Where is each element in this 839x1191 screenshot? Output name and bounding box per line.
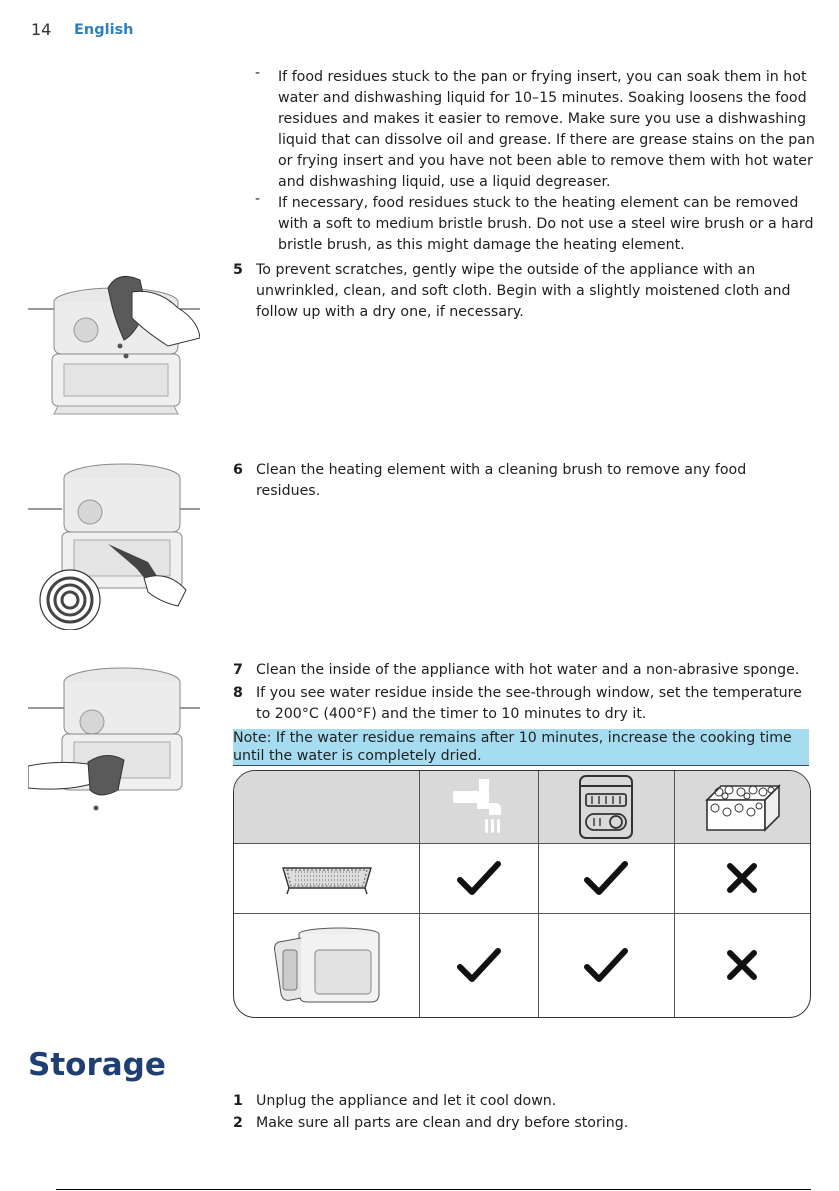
tap-water-icon — [419, 771, 538, 843]
check-icon — [419, 843, 538, 913]
step-number: 6 — [233, 462, 243, 478]
step-8 — [233, 683, 813, 725]
cross-icon — [674, 913, 810, 1017]
step-number: 1 — [233, 1093, 243, 1109]
step-text: If you see water residue inside the see-through window, set the temperature to 200°C (400°F) and the timer to 10 minutes to dry it. — [256, 685, 802, 722]
step-text: Clean the inside of the appliance with hot water and a non-abrasive sponge. — [256, 662, 800, 678]
note-text: Note: If the water residue remains after 10 minutes, increase the cooking time until the water is completely dried. — [233, 730, 792, 764]
frying-insert-icon — [234, 843, 419, 913]
sponge-inside-illustration — [28, 660, 200, 820]
abrasive-sponge-icon — [674, 771, 810, 843]
footer-rule — [56, 1189, 811, 1190]
storage-step-1 — [233, 1091, 813, 1112]
note-underline — [233, 765, 809, 766]
pan-icon — [234, 913, 419, 1017]
list-marker: - — [255, 65, 261, 81]
list-item — [255, 193, 815, 256]
step-5 — [233, 260, 813, 323]
step-number: 2 — [233, 1115, 243, 1131]
language-label: English — [74, 22, 134, 38]
page-number: 14 — [31, 20, 52, 39]
wipe-appliance-illustration — [28, 268, 200, 428]
step-6 — [233, 460, 813, 502]
list-item-text: If food residues stuck to the pan or frying insert, you can soak them in hot water and dishwashing liquid for 10–15 minutes. Soaking loosens the food residues and makes it easier to remove. Make sure you use a dishwashing liquid that can dissolve oil and grease. If there are grease stains on the pan or frying insert and you have not been able to remove them with hot water and dishwashing liquid, use a liquid degreaser. — [278, 69, 815, 190]
dishwasher-icon — [538, 771, 674, 843]
note-box — [233, 729, 809, 765]
brush-heating-element-illustration — [28, 460, 200, 630]
list-item-text: If necessary, food residues stuck to the heating element can be removed with a soft to medium bristle brush. Do not use a steel wire brush or a hard bristle brush, as this might damage the heating element. — [278, 195, 814, 253]
step-text: Clean the heating element with a cleaning brush to remove any food residues. — [256, 462, 747, 499]
step-number: 7 — [233, 662, 243, 678]
cleaning-compatibility-table — [233, 770, 811, 1018]
section-title: Storage — [28, 1047, 166, 1083]
list-item — [255, 67, 815, 193]
step-number: 5 — [233, 262, 243, 278]
step-7 — [233, 660, 813, 681]
storage-step-2 — [233, 1113, 813, 1134]
list-marker: - — [255, 191, 261, 207]
check-icon — [419, 913, 538, 1017]
step-text: Make sure all parts are clean and dry before storing. — [256, 1115, 629, 1131]
step-text: To prevent scratches, gently wipe the outside of the appliance with an unwrinkled, clean, and soft cloth. Begin with a slightly moistened cloth and follow up with a dry one, if necessary. — [256, 262, 791, 320]
check-icon — [538, 843, 674, 913]
check-icon — [538, 913, 674, 1017]
cross-icon — [674, 843, 810, 913]
step-number: 8 — [233, 685, 243, 701]
step-text: Unplug the appliance and let it cool down. — [256, 1093, 557, 1109]
